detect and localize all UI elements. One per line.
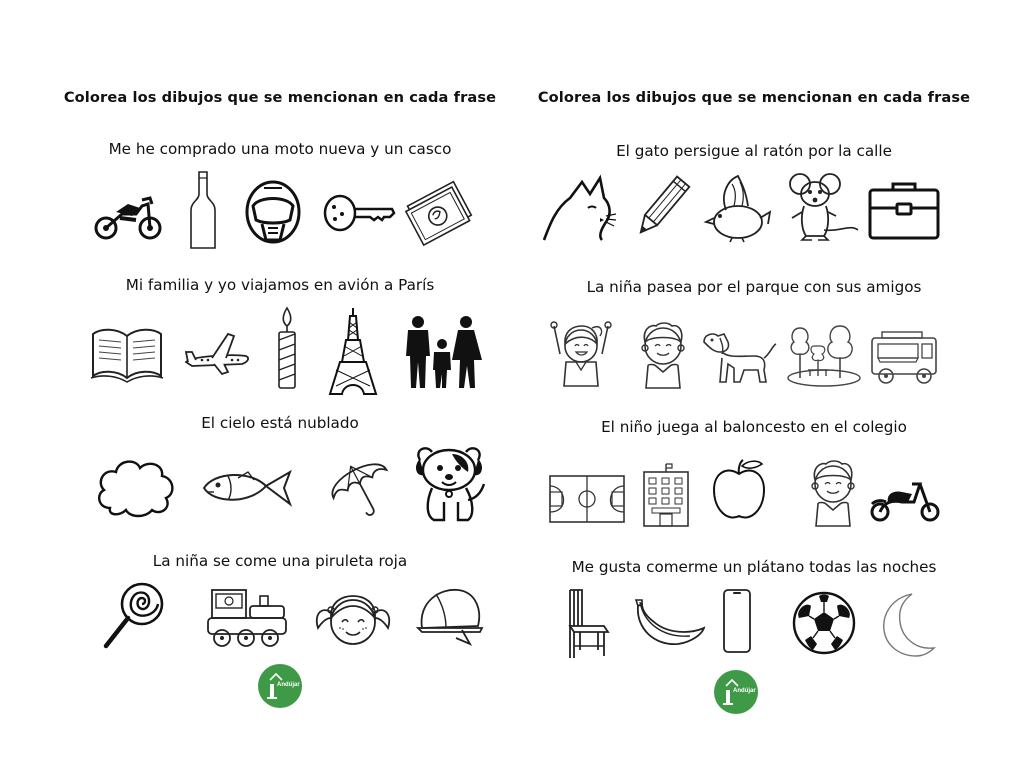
umbrella-icon[interactable] [326, 450, 394, 520]
scooter-icon[interactable] [868, 474, 942, 524]
key-icon[interactable] [322, 192, 396, 234]
exercise-sentence: El gato persigue al ratón por la calle [616, 142, 892, 160]
exercise-sentence: Mi familia y yo viajamos en avión a París [125, 276, 435, 294]
eiffel-tower-icon[interactable] [328, 306, 378, 396]
girl-icon[interactable] [312, 588, 394, 650]
boy-icon[interactable] [634, 320, 692, 390]
motorcycle-icon[interactable] [92, 190, 164, 242]
exercise-sentence: Me he comprado una moto nueva y un casco [108, 140, 452, 158]
dog-icon[interactable] [700, 328, 778, 386]
fish-icon[interactable] [200, 466, 294, 508]
airplane-icon[interactable] [182, 330, 250, 376]
toy-train-icon[interactable] [206, 586, 290, 648]
cheering-girl-icon[interactable] [550, 320, 612, 388]
logo-text: Andújar [277, 682, 300, 688]
cat-icon[interactable] [542, 174, 618, 242]
apple-icon[interactable] [710, 458, 768, 524]
lollipop-icon[interactable] [100, 582, 166, 652]
food-truck-icon[interactable] [868, 328, 942, 386]
bird-icon[interactable] [702, 172, 772, 242]
mouse-icon[interactable] [784, 172, 860, 242]
banana-icon[interactable] [634, 598, 706, 650]
briefcase-icon[interactable] [867, 180, 941, 240]
park-icon[interactable] [784, 322, 864, 388]
logo-text: Andújar [733, 688, 756, 694]
pencil-icon[interactable] [632, 172, 692, 242]
bottle-icon[interactable] [189, 170, 217, 252]
soccer-ball-icon[interactable] [791, 590, 857, 656]
family-icon[interactable] [400, 316, 484, 388]
exercise-sentence: El cielo está nublado [201, 414, 359, 432]
exercise-sentence: La niña pasea por el parque con sus amigos [586, 278, 922, 296]
boy-icon[interactable] [804, 458, 862, 528]
exercise-sentence: La niña se come una piruleta roja [152, 552, 408, 570]
book-icon[interactable] [89, 322, 165, 384]
exercise-sentence: El niño juega al baloncesto en el colegio [601, 418, 907, 436]
school-icon[interactable] [640, 462, 692, 528]
basketball-court-icon[interactable] [548, 474, 626, 524]
cap-helmet-icon[interactable] [416, 586, 484, 648]
worksheet-right [512, 0, 1024, 768]
cloud-icon[interactable] [94, 456, 176, 518]
helmet-icon[interactable] [244, 180, 302, 248]
worksheet-title: Colorea los dibujos que se mencionan en cada frase [537, 89, 971, 106]
candle-icon[interactable] [272, 306, 302, 390]
worksheet-title: Colorea los dibujos que se mencionan en cada frase [63, 89, 497, 106]
smartphone-icon[interactable] [722, 588, 752, 654]
brand-logo [714, 670, 758, 714]
exercise-sentence: Me gusta comerme un plátano todas las noches [571, 558, 937, 576]
brand-logo [258, 664, 302, 708]
chair-icon[interactable] [564, 588, 610, 660]
puppy-icon[interactable] [412, 444, 486, 524]
moon-icon[interactable] [878, 592, 936, 658]
money-icon[interactable] [408, 178, 470, 246]
